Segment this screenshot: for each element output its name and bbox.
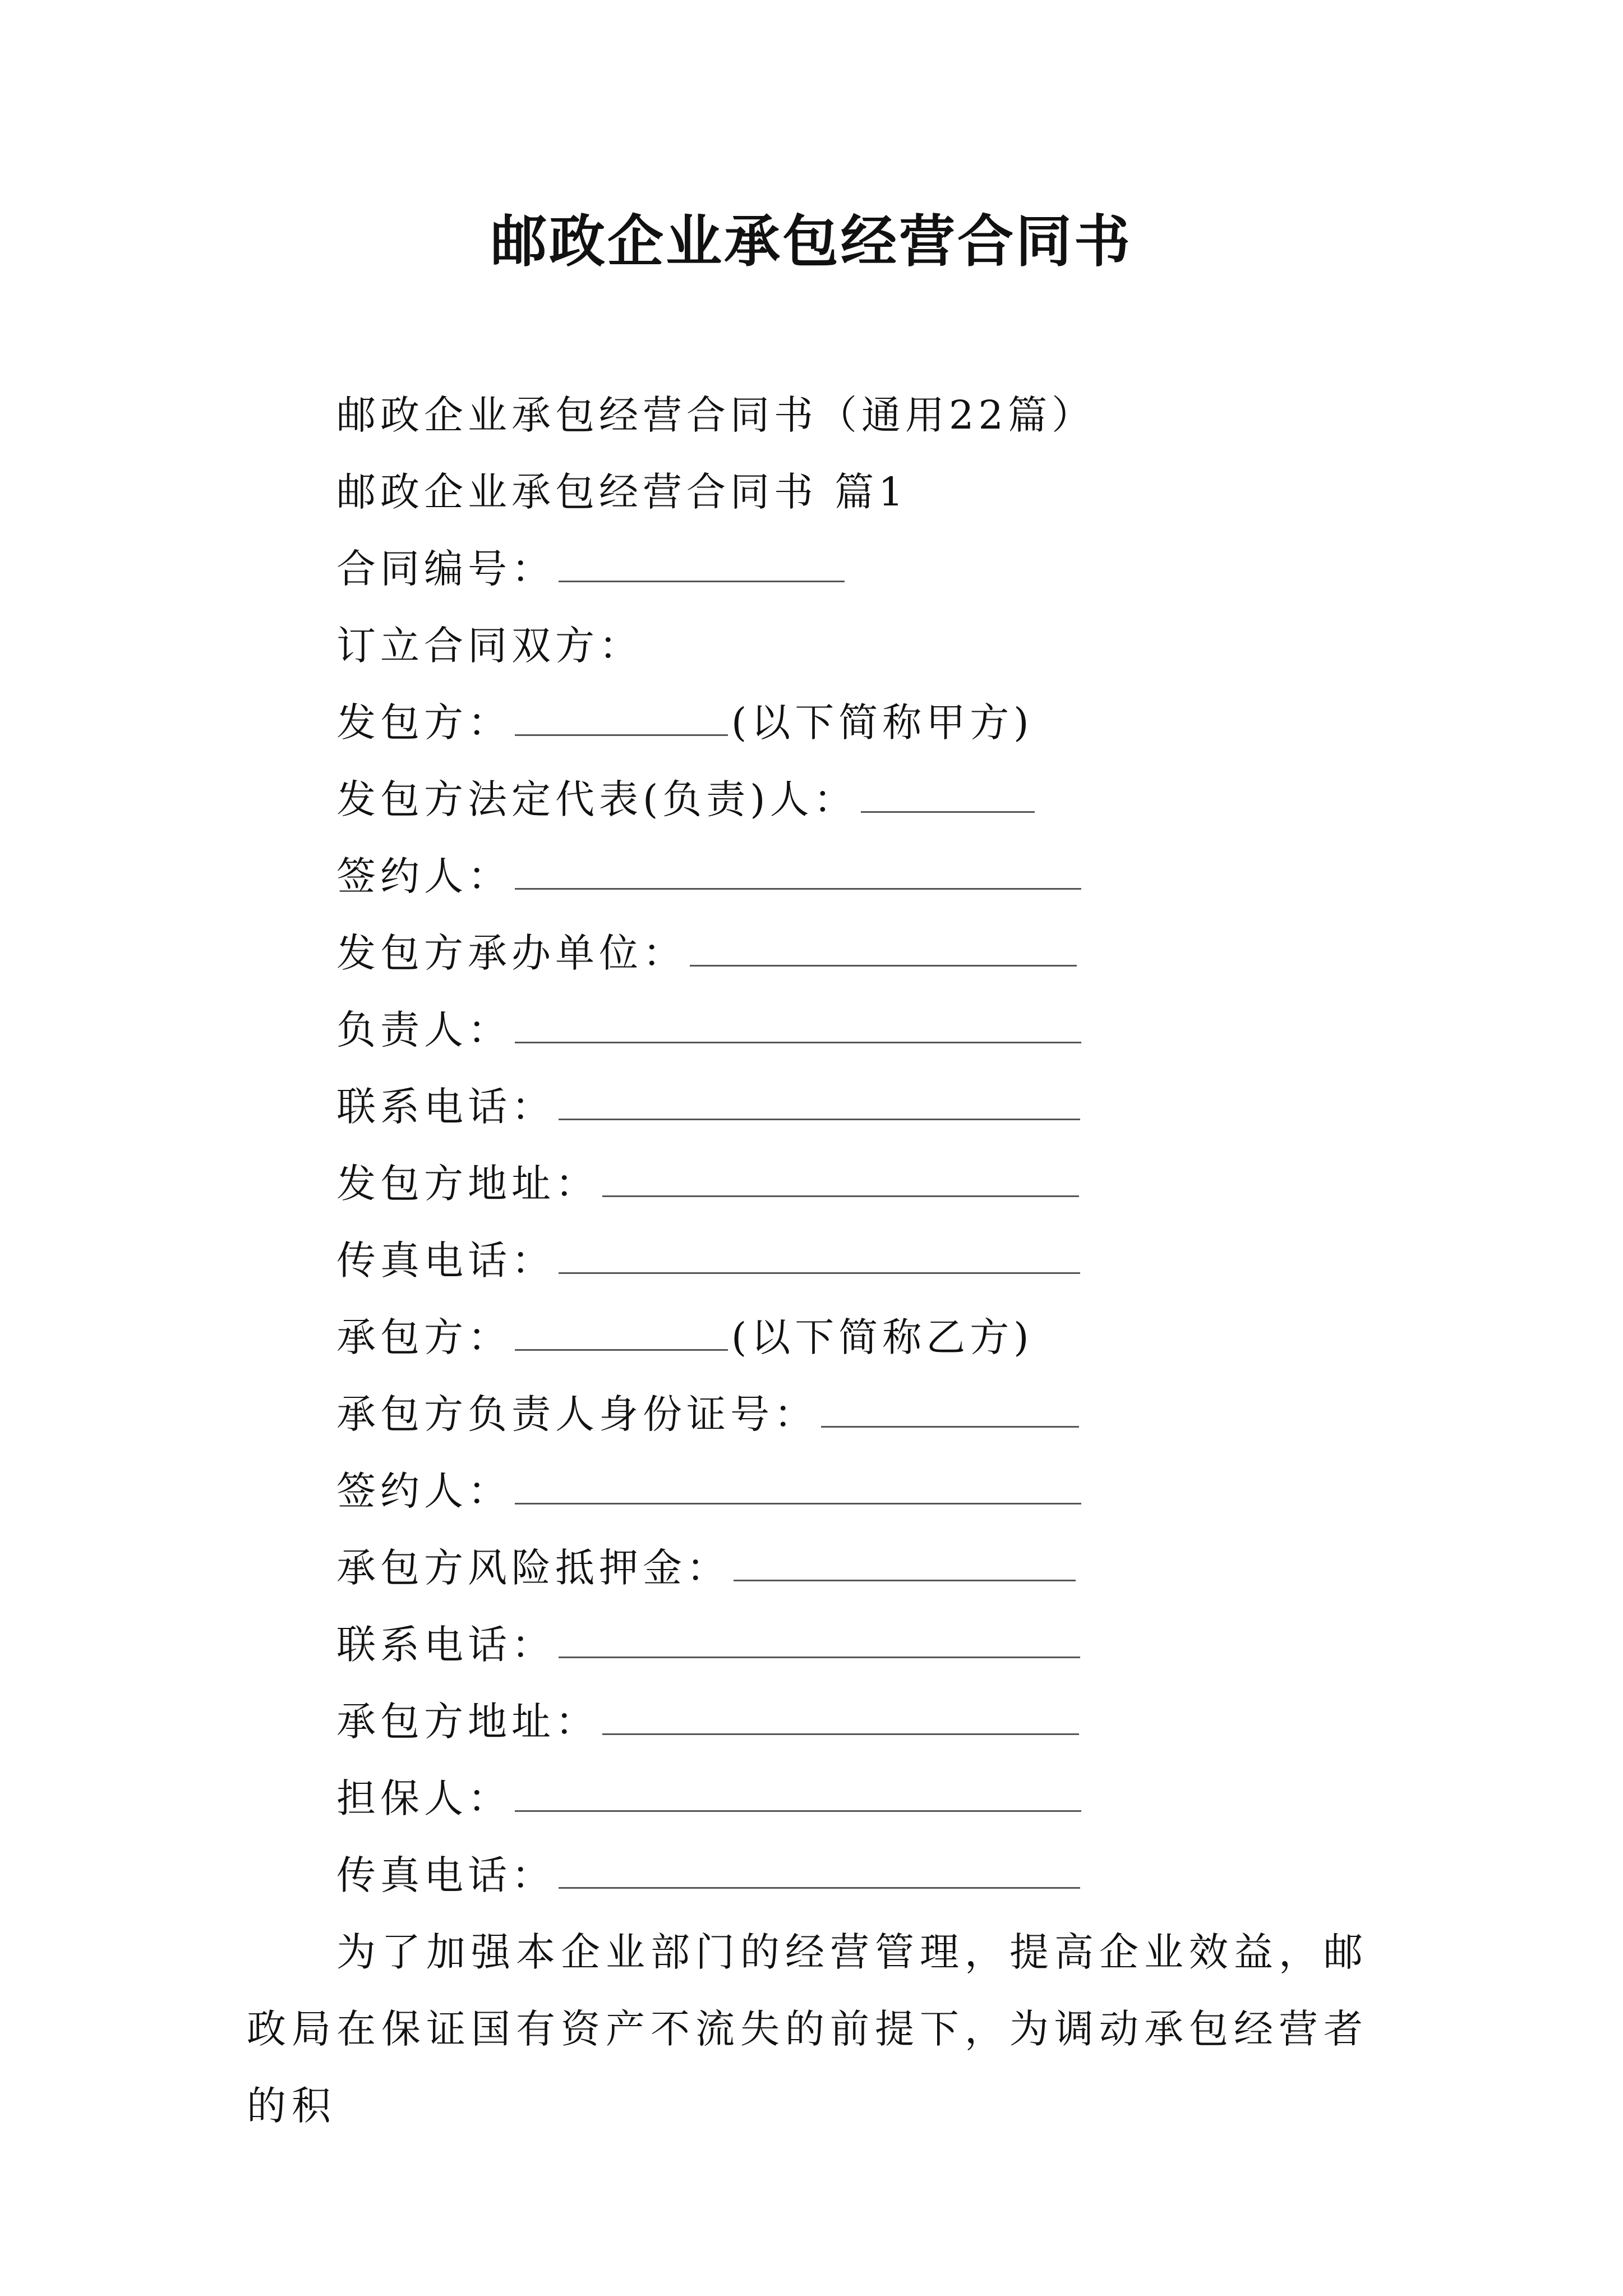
party-a-phone-blank: [559, 1079, 1080, 1120]
party-a-name-label: 发包方：: [336, 700, 511, 746]
party-b-phone-row: [336, 1617, 1083, 1673]
party-b-id-label: 承包方负责人身份证号：: [336, 1391, 818, 1437]
party-a-person-in-charge-blank: [515, 1002, 1081, 1043]
party-a-fax-blank: [559, 1233, 1080, 1274]
party-b-address-label: 承包方地址：: [336, 1699, 599, 1745]
party-b-deposit-blank: [734, 1540, 1076, 1581]
party-b-name-blank: [515, 1310, 728, 1351]
party-a-legal-rep-blank: [861, 772, 1035, 813]
party-b-signatory-label: 签约人：: [336, 1468, 511, 1514]
party-b-fax-blank: [559, 1848, 1080, 1889]
party-b-phone-label: 联系电话：: [336, 1622, 555, 1668]
party-a-fax-label: 传真电话：: [336, 1237, 555, 1283]
party-a-phone-label: 联系电话：: [336, 1084, 555, 1130]
section-heading: 邮政企业承包经营合同书 篇1: [336, 469, 908, 515]
party-a-unit-row: [336, 925, 1080, 981]
party-b-signatory-blank: [515, 1464, 1081, 1504]
party-a-address-label: 发包方地址：: [336, 1161, 599, 1207]
contract-number-row: [336, 541, 848, 597]
party-a-legal-rep-label: 发包方法定代表(负责)人：: [336, 776, 857, 822]
party-a-signatory-label: 签约人：: [336, 853, 511, 899]
party-b-guarantor-blank: [515, 1771, 1081, 1812]
party-b-id-row: [336, 1386, 1082, 1442]
party-a-phone-row: [336, 1079, 1083, 1135]
party-a-address-blank: [602, 1156, 1079, 1197]
body-paragraph: 为了加强本企业部门的经营管理，提高企业效益，邮政局在保证国有资产不流失的前提下，为调动承包经营者的积: [247, 1929, 1368, 2129]
party-b-deposit-label: 承包方风险抵押金：: [336, 1545, 730, 1591]
parties-heading: 订立合同双方：: [336, 623, 643, 669]
party-b-guarantor-row: [336, 1770, 1085, 1826]
party-a-unit-label: 发包方承办单位：: [336, 930, 686, 976]
party-b-name-label: 承包方：: [336, 1314, 511, 1360]
party-a-address-row: [336, 1156, 1082, 1212]
party-b-fax-row: [336, 1847, 1083, 1903]
contract-number-label: 合同编号：: [336, 546, 555, 592]
party-a-fax-row: [336, 1232, 1083, 1289]
party-a-name-blank: [515, 695, 728, 736]
party-a-legal-rep-row: [336, 771, 1038, 827]
party-a-person-in-charge-label: 负责人：: [336, 1007, 511, 1053]
party-b-guarantor-label: 担保人：: [336, 1775, 511, 1821]
party-a-signatory-row: [336, 848, 1085, 904]
party-a-name-row: [336, 694, 1034, 751]
party-b-name-suffix: (以下简称乙方): [731, 1314, 1034, 1360]
party-a-signatory-blank: [515, 849, 1081, 890]
party-b-phone-blank: [559, 1617, 1080, 1658]
party-b-name-row: [336, 1309, 1034, 1365]
party-b-deposit-row: [336, 1540, 1079, 1596]
party-b-signatory-row: [336, 1463, 1085, 1519]
document-subtitle: 邮政企业承包经营合同书（通用22篇）: [336, 392, 1096, 438]
party-a-unit-blank: [690, 926, 1077, 967]
party-b-id-blank: [821, 1387, 1079, 1428]
party-b-address-row: [336, 1694, 1082, 1750]
document-title: 邮政企业承包经营合同书: [491, 208, 1132, 274]
contract-number-blank: [559, 541, 845, 582]
party-b-address-blank: [602, 1694, 1079, 1735]
party-b-fax-label: 传真电话：: [336, 1852, 555, 1898]
party-a-person-in-charge-row: [336, 1002, 1085, 1058]
party-a-name-suffix: (以下简称甲方): [731, 700, 1034, 746]
